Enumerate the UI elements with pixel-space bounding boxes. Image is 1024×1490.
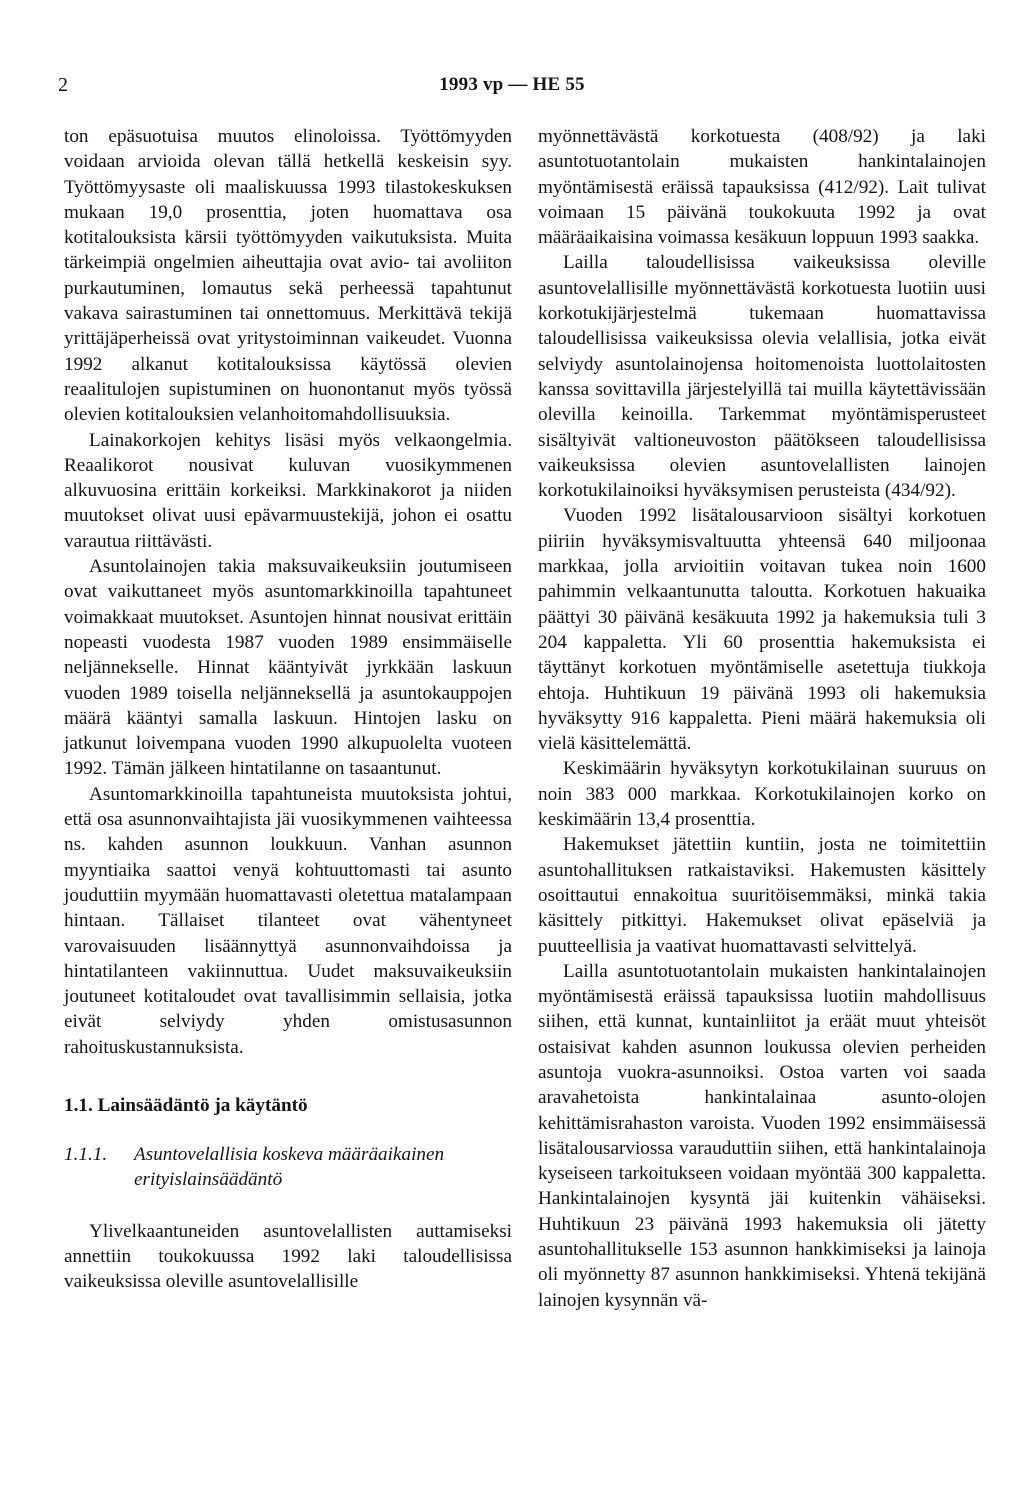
left-paragraph-1: ton epäsuotuisa muutos elinoloissa. Työttömyyden voidaan arvioida olevan tällä hetkellä keskeisin syy. Työttömyysaste oli maaliskuussa 1993 tilastokeskuksen mukaan 19,0 prosenttia, joten huomattava osa kotitalouksista kärsii työttömyyden vaikutuksista. Muita tärkeimpiä ongelmien aiheuttajia ovat avio- tai avoliiton purkautuminen, lomautus sekä perheessä tapahtunut vakava sairastuminen tai onnettomuus. Merkittävä tekijä yrittäjäperheissä ovat yritystoiminnan vaikeudet. Vuonna 1992 alkanut kotitalouksissa käytössä olevien reaalitulojen supistuminen on huonontanut myös työssä olevien kotitalouksien velanhoitomahdollisuuksia. [64,126,512,426]
left-column [64,124,512,1294]
page-header [0,74,1024,104]
subsection-number: 1.1.1. [64,1143,108,1165]
subsection-heading [64,1142,512,1193]
right-paragraph-1: myönnettävästä korkotuesta (408/92) ja laki asuntotuotantolain mukaisten hankintalainojen myöntämisestä eräissä tapauksissa (412/92). Lait tulivat voimaan 15 päivänä toukokuuta 1992 ja ovat määräaikaisina voimassa kesäkuun loppuun 1993 saakka. [538,126,986,249]
running-head: 1993 vp — HE 55 [439,74,585,95]
right-paragraph-6: Lailla asuntotuotantolain mukaisten hankintalainojen myöntämisestä eräissä tapauksissa luotiin mahdollisuus siihen, että kunnat, kuntainliitot ja eräät muut yhteisöt ostaisivat kahden asunnon loukussa olevien perheiden asuntoja vuokra-asunnoiksi. Ostoa varten voi saada aravahetoista hankintalainaa asunto-olojen kehittämisrahaston varoista. Vuoden 1992 ensimmäisessä lisätalousarviossa varauduttiin siihen, että hankintalainoja kyseiseen tarkoitukseen voidaan myöntää 300 kappaletta. Hankintalainojen kysyntä jäi kuitenkin vähäiseksi. Huhtikuun 23 päivänä 1993 hakemuksia oli jätetty asuntohallitukselle 153 asunnon hankkimiseksi ja lainoja oli myönnetty 87 asunnon hankkimiseksi. Yhtenä tekijänä lainojen kysynnän vä- [538,960,986,1311]
right-paragraph-3: Vuoden 1992 lisätalousarvioon sisältyi korkotuen piiriin hyväksymisvaltuutta yhteensä 640 miljoonaa markkaa, jolla arvioitiin voitavan tukea noin 1600 pahimmin velkaantunutta taloutta. Korkotuen hakuaika päättyi 30 päivänä kesäkuuta 1992 ja hakemuksia tuli 3 204 kappaletta. Yli 60 prosenttia hakemuksista ei täyttänyt korkotuen myöntämiselle asetettuja tiukkoja ehtoja. Huhtikuun 19 päivänä 1993 oli hakemuksia hyväksytty 916 kappaletta. Pieni määrä hakemuksia oli vielä käsittelemättä. [538,505,986,755]
right-paragraph-5: Hakemukset jätettiin kuntiin, josta ne toimitettiin asuntohallituksen ratkaistaviksi. Hakemusten käsittely osoittautui ennakoitua suuritöisemmäksi, minkä takia käsittely pitkittyi. Hakemukset olivat epäselviä ja puutteellisia ja vaativat huomattavasti selvittelyä. [538,834,986,957]
left-paragraph-5: Ylivelkaantuneiden asuntovelallisten auttamiseksi annettiin toukokuussa 1992 laki taloudellisissa vaikeuksissa oleville asuntovelallisille [64,1220,512,1293]
right-paragraph-4: Keskimäärin hyväksytyn korkotukilainan suuruus on noin 383 000 markkaa. Korkotukilainojen korko on keskimäärin 13,4 prosenttia. [538,758,986,831]
left-paragraph-2: Lainakorkojen kehitys lisäsi myös velkaongelmia. Reaalikorot nousivat kuluvan vuosikymmenen alkuvuosina erittäin korkeiksi. Markkinakorot ja niiden muutokset olivat uusi epävarmuustekijä, johon ei osattu varautua riittävästi. [64,429,512,552]
right-paragraph-2: Lailla taloudellisissa vaikeuksissa oleville asuntovelallisille myönnettävästä korkotuesta luotiin uusi korkotukijärjestelmä tukemaan huomattavissa taloudellisissa vaikeuksissa olevia velallisia, jotka eivät selviydy asuntolainojensa hoitomenoista luottolaitosten kanssa sovittavilla järjestelyillä tai muilla käytettävissään olevilla keinoilla. Tarkemmat myöntämisperusteet sisältyivät valtioneuvoston päätökseen taloudellisissa vaikeuksissa olevien asuntovelallisten lainojen korkotukilainoiksi hyväksymisen perusteista (434/92). [538,252,986,502]
left-paragraph-3: Asuntolainojen takia maksuvaikeuksiin joutumiseen ovat vaikuttaneet myös asuntomarkkinoilla tapahtuneet voimakkaat muutokset. Asuntojen hinnat nousivat erittäin nopeasti vuodesta 1987 vuoden 1989 ensimmäiselle neljännekselle. Hinnat kääntyivät jyrkkään laskuun vuoden 1989 toisella neljänneksellä ja asuntokauppojen määrä kääntyi samalla laskuun. Hintojen lasku on jatkunut loivempana vuoden 1990 alkupuolelta vuoteen 1992. Tämän jälkeen hintatilanne on tasaantunut. [64,556,512,780]
right-column [538,124,986,1313]
section-heading: 1.1. Lainsäädäntö ja käytäntö [64,1094,308,1116]
left-paragraph-4: Asuntomarkkinoilla tapahtuneista muutoksista johtui, että osa asunnonvaihtajista jäi vuosikymmenen vaihteessa ns. kahden asunnon loukkuun. Vanhan asunnon myyntiaika saattoi venyä kohtuuttomasti tai asunto jouduttiin myymään huomattavasti oletettua matalampaan hintaan. Tällaiset tilanteet ovat vähentyneet varovaisuuden lisäännyttyä asunnonvaihdoissa ja hintatilanteen vakiinnuttua. Uudet maksuvaikeuksiin joutuneet kotitaloudet ovat tavallisimmin sellaisia, jotka eivät selviydy yhden omistusasunnon rahoituskustannuksista. [64,783,512,1058]
page-number: 2 [58,74,68,96]
subsection-title: Asuntovelallisia koskeva määräaikainen erityislainsäädäntö [134,1143,445,1191]
